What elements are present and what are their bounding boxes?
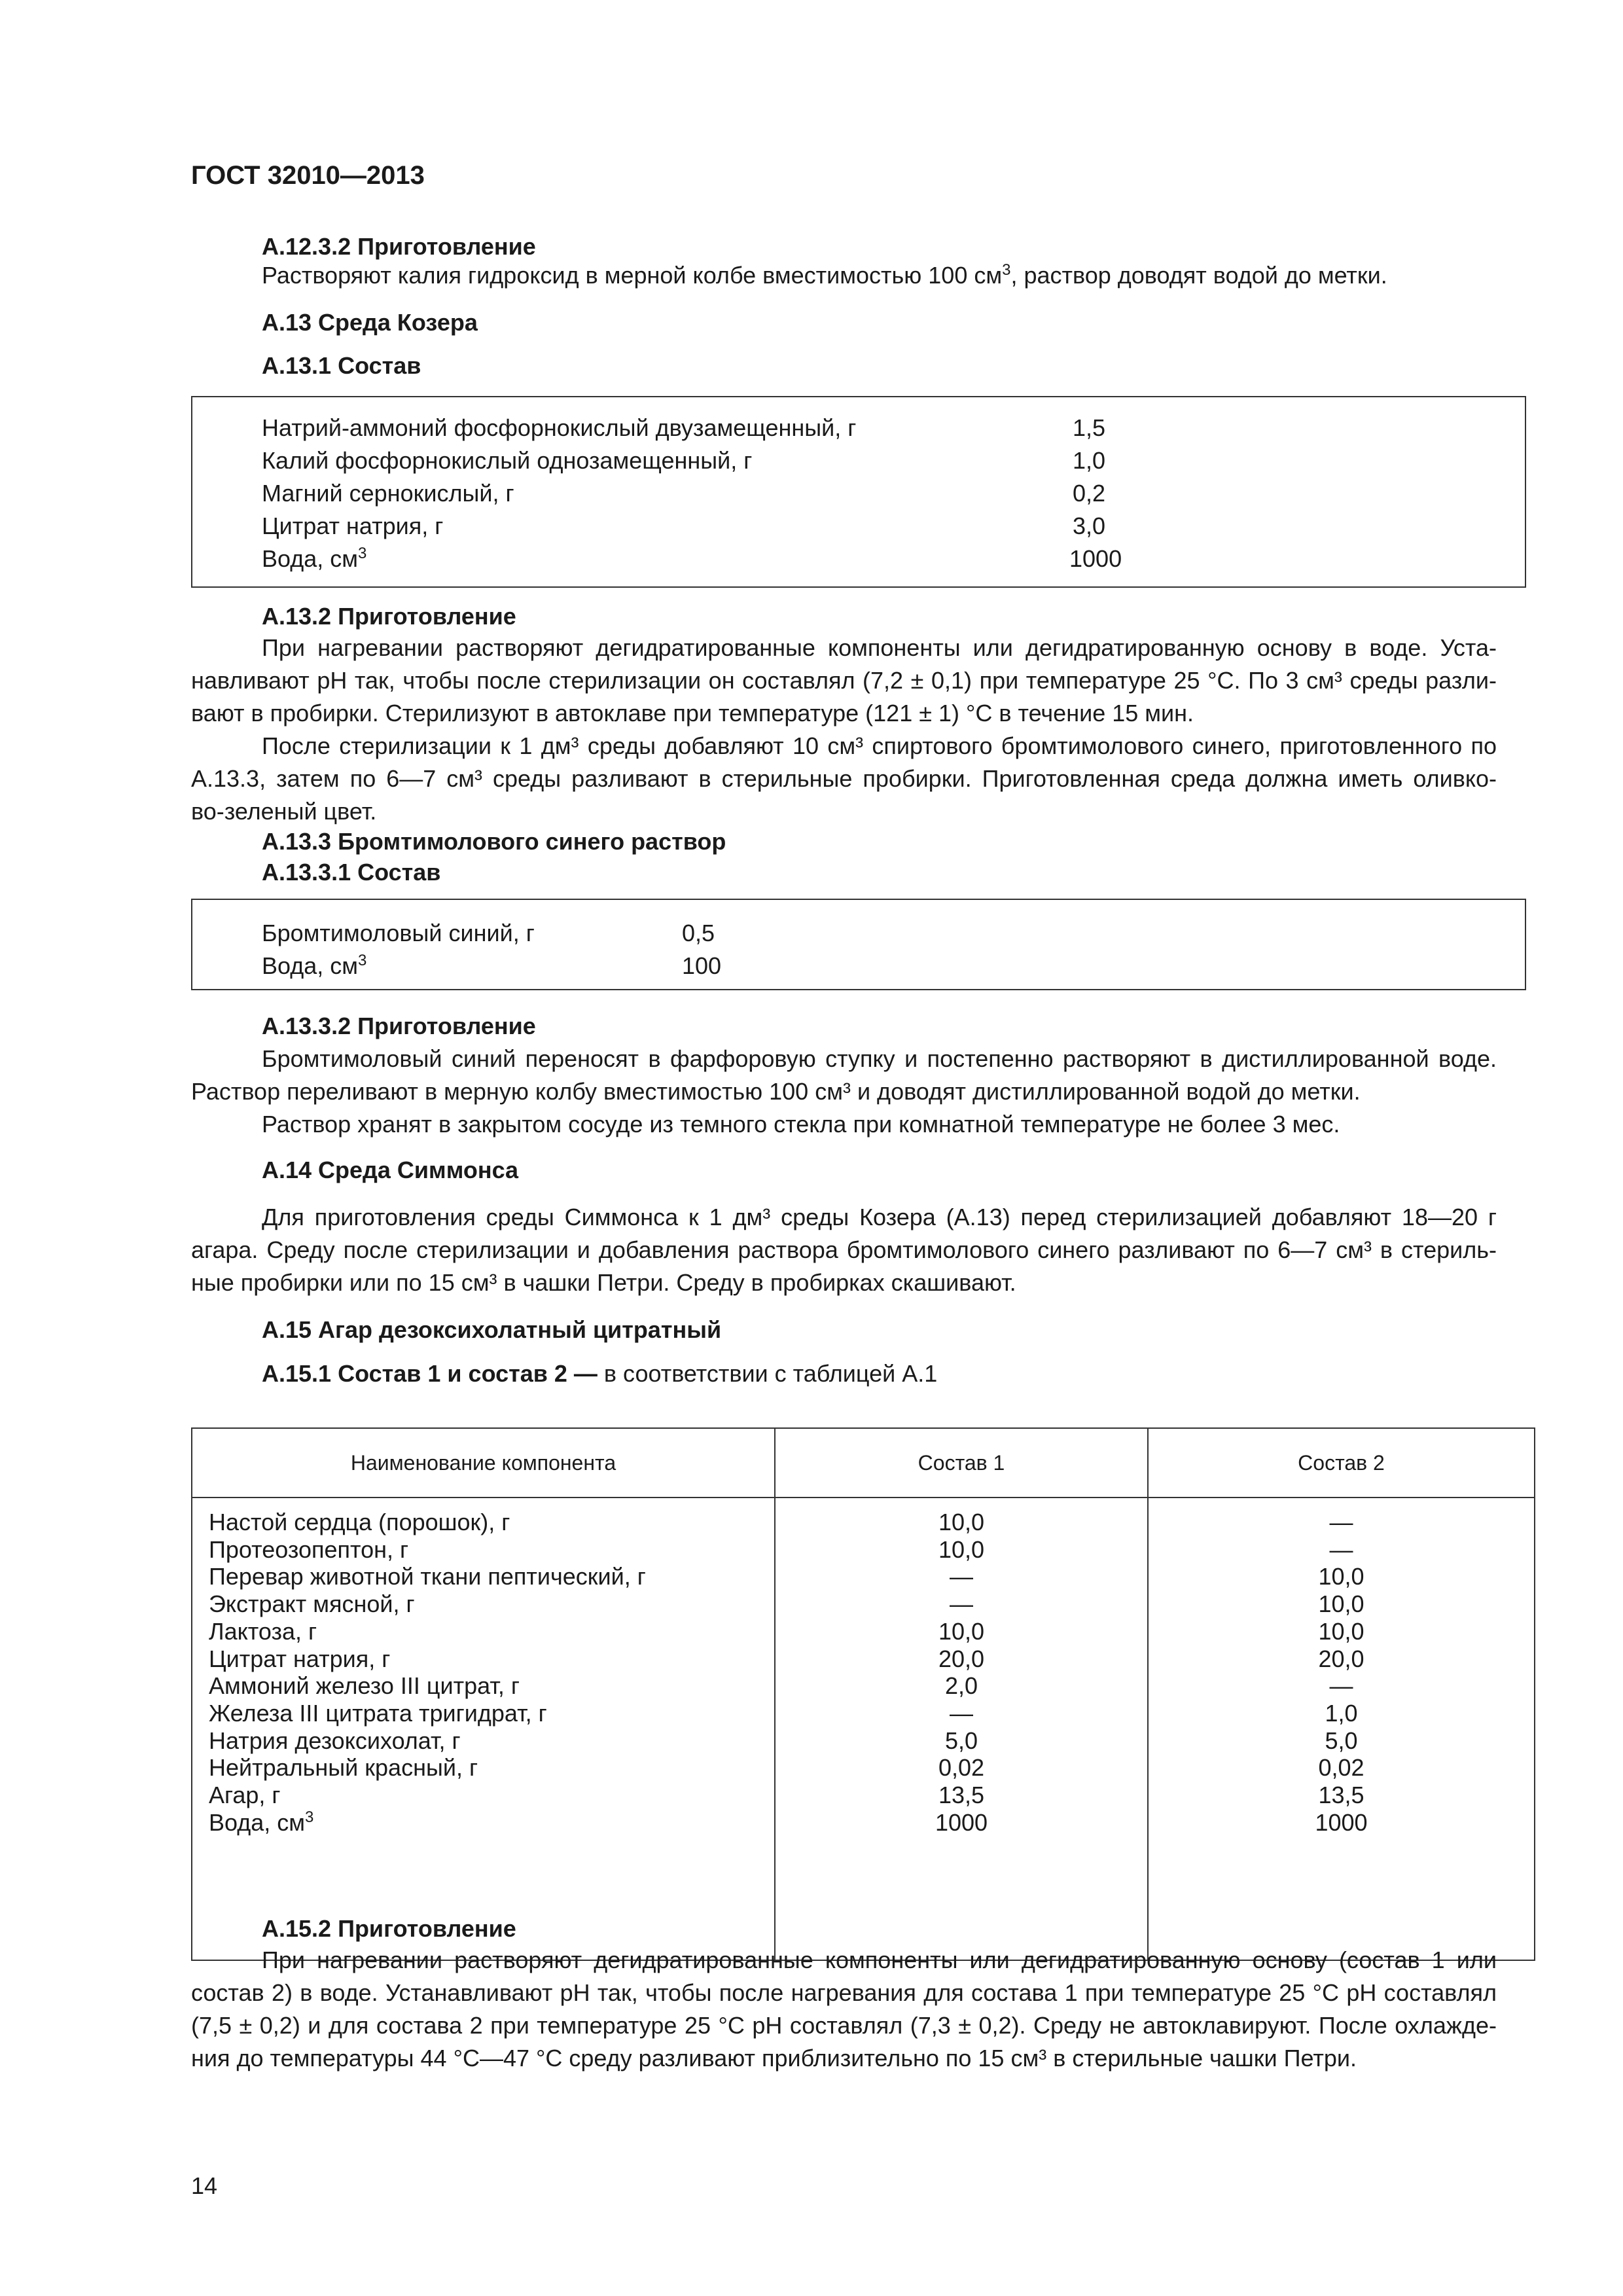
table-cell: —: [1329, 1535, 1353, 1563]
composition-value: 0,2: [1073, 480, 1106, 507]
component-names-cell: [192, 1498, 775, 1960]
paragraph-line: ния до температуры 44 °С—47 °С среду разливают приблизительно по 15 см³ в стерильные чашки Петри.: [191, 2045, 1357, 2072]
composition-value: 1,0: [1073, 447, 1106, 474]
table-cell: 10,0: [1318, 1563, 1364, 1590]
table-cell: Аммоний железо III цитрат, г: [209, 1672, 520, 1700]
table-cell: 5,0: [944, 1727, 978, 1754]
table-cell: Лактоза, г: [209, 1617, 317, 1645]
paragraph-line: Для приготовления среды Симмонса к 1 дм³ среды Козера (А.13) перед стерилизацией добавляют 18—20 г: [262, 1204, 1497, 1230]
a13-2-heading: А.13.2 Приготовление: [262, 603, 516, 630]
column-header-component: Наименование компонента: [192, 1428, 775, 1498]
paragraph-line: Раствор хранят в закрытом сосуде из темного стекла при комнатной температуре не более 3 мес.: [262, 1111, 1340, 1138]
composition-name: Калий фосфорнокислый однозамещенный, г: [262, 447, 753, 474]
table-cell: —: [950, 1563, 973, 1590]
a15-heading: А.15 Агар дезоксихолатный цитратный: [262, 1316, 722, 1343]
a15-2-heading: А.15.2 Приготовление: [262, 1915, 516, 1942]
composition-2-cell: [1148, 1498, 1535, 1960]
table-cell: Нейтральный красный, г: [209, 1754, 478, 1782]
paragraph-line: После стерилизации к 1 дм³ среды добавляют 10 см³ спиртового бромтимолового синего, приготовленного по: [262, 732, 1497, 759]
table-cell: Агар, г: [209, 1782, 281, 1809]
table-cell: —: [1329, 1509, 1353, 1535]
column-header-composition-2: Состав 2: [1148, 1428, 1535, 1498]
table-cell: 13,5: [938, 1782, 985, 1809]
table-cell: 2,0: [944, 1672, 978, 1700]
composition-name: Вода, $см^3$: [262, 952, 367, 979]
composition-value: 0,5: [682, 920, 715, 946]
table-cell: 1000: [935, 1808, 988, 1836]
table-cell: Железа III цитрата тригидрат, г: [209, 1699, 547, 1727]
a15-1-heading: А.15.1 Состав 1 и состав 2 — в соответствии с таблицей А.1: [262, 1360, 938, 1387]
table-cell: 20,0: [1318, 1645, 1364, 1672]
column-header-composition-1: Состав 1: [775, 1428, 1148, 1498]
table-cell: —: [950, 1590, 973, 1618]
composition-value: 100: [682, 952, 722, 979]
table-cell: 10,0: [938, 1535, 985, 1563]
paragraph-line: вают в пробирки. Стерилизуют в автоклаве при температуре (121 ± 1) °С в течение 15 мин.: [191, 700, 1194, 726]
composition-name: Натрий-аммоний фосфорнокислый двузамещенный, г: [262, 414, 857, 441]
composition-name: Вода, $см^3$: [262, 545, 367, 572]
composition-name: Магний сернокислый, г: [262, 480, 514, 507]
a13-3-1-heading: А.13.3.1 Состав: [262, 859, 441, 886]
a13-1-heading: А.13.1 Состав: [262, 352, 421, 379]
table-cell: 5,0: [1325, 1727, 1358, 1754]
table-cell: Цитрат натрия, г: [209, 1645, 391, 1672]
a12-3-2-heading: А.12.3.2 Приготовление: [262, 233, 536, 260]
a13-3-2-heading: А.13.3.2 Приготовление: [262, 1013, 536, 1039]
composition-value: 3,0: [1073, 512, 1106, 539]
paragraph-line: во-зеленый цвет.: [191, 798, 377, 825]
composition-value: 1,5: [1073, 414, 1106, 441]
table-cell: 10,0: [1318, 1617, 1364, 1645]
table-cell: —: [950, 1699, 973, 1727]
table-cell: Настой сердца (порошок), г: [209, 1509, 510, 1535]
composition-value: 1000: [1069, 545, 1122, 572]
paragraph-line: агара. Среду после стерилизации и добавления раствора бромтимолового синего разливают по 6—7 см³ в стериль-: [191, 1236, 1497, 1263]
table-cell: Перевар животной ткани пептический, г: [209, 1563, 646, 1590]
table-cell: Натрия дезоксихолат, г: [209, 1727, 461, 1754]
table-cell: Вода, $см^3$: [209, 1808, 314, 1836]
table-cell: 0,02: [1318, 1754, 1364, 1782]
a13-3-heading: А.13.3 Бромтимолового синего раствор: [262, 828, 726, 855]
table-cell: Экстракт мясной, г: [209, 1590, 415, 1618]
paragraph-line: ные пробирки или по 15 см³ в чашки Петри. Среду в пробирках скашивают.: [191, 1269, 1016, 1296]
table-cell: 10,0: [938, 1509, 985, 1535]
table-cell: 10,0: [938, 1617, 985, 1645]
a12-3-2-text: Растворяют калия гидроксид в мерной колбе вместимостью 100 $см^3$, раствор доводят водой до метки.: [262, 261, 1387, 289]
a13-heading: А.13 Среда Козера: [262, 309, 478, 336]
table-cell: —: [1329, 1672, 1353, 1700]
table-header-row: [192, 1428, 1535, 1498]
table-cell: 0,02: [938, 1754, 985, 1782]
table-a1: [191, 1427, 1535, 1961]
table-body: [192, 1498, 1535, 1960]
paragraph-line: Раствор переливают в мерную колбу вместимостью 100 см³ и доводят дистиллированной водой до метки.: [191, 1078, 1361, 1105]
a14-heading: А.14 Среда Симмонса: [262, 1157, 519, 1183]
paragraph-line: состав 2) в воде. Устанавливают pH так, чтобы после нагревания для состава 1 при температуре 25 °С pH составлял: [191, 1979, 1497, 2006]
paragraph-line: При нагревании растворяют дегидратированные компоненты или дегидратированную основу в воде. Уста-: [262, 634, 1497, 661]
paragraph-line: При нагревании растворяют дегидратированные компоненты или дегидратированную основу (состав 1 или: [262, 1946, 1497, 1973]
paragraph-line: навливают pH так, чтобы после стерилизации он составлял (7,2 ± 0,1) при температуре 25 °С. По 3 см³ среды разли-: [191, 667, 1497, 694]
btb-composition-box: [191, 899, 1526, 990]
composition-name: Цитрат натрия, г: [262, 512, 444, 539]
composition-name: Бромтимоловый синий, г: [262, 920, 535, 946]
table-cell: 13,5: [1318, 1782, 1364, 1809]
table-cell: 20,0: [938, 1645, 985, 1672]
table-cell: 1,0: [1325, 1699, 1358, 1727]
paragraph-line: (7,5 ± 0,2) и для состава 2 при температуре 25 °С pH составлял (7,3 ± 0,2). Среду не автоклавируют. После охлажде-: [191, 2012, 1497, 2039]
standard-header: ГОСТ 32010—2013: [191, 161, 425, 190]
a13-composition-box: [191, 396, 1526, 588]
paragraph-line: А.13.3, затем по 6—7 см³ среды разливают в стерильные пробирки. Приготовленная среда должна иметь оливко-: [191, 765, 1497, 792]
paragraph-line: Бромтимоловый синий переносят в фарфоровую ступку и постепенно растворяют в дистиллированной воде.: [262, 1045, 1497, 1072]
composition-1-cell: [775, 1498, 1148, 1960]
table-cell: 1000: [1315, 1808, 1368, 1836]
table-cell: 10,0: [1318, 1590, 1364, 1618]
table-cell: Протеозопептон, г: [209, 1535, 409, 1563]
page-number: 14: [191, 2172, 218, 2199]
